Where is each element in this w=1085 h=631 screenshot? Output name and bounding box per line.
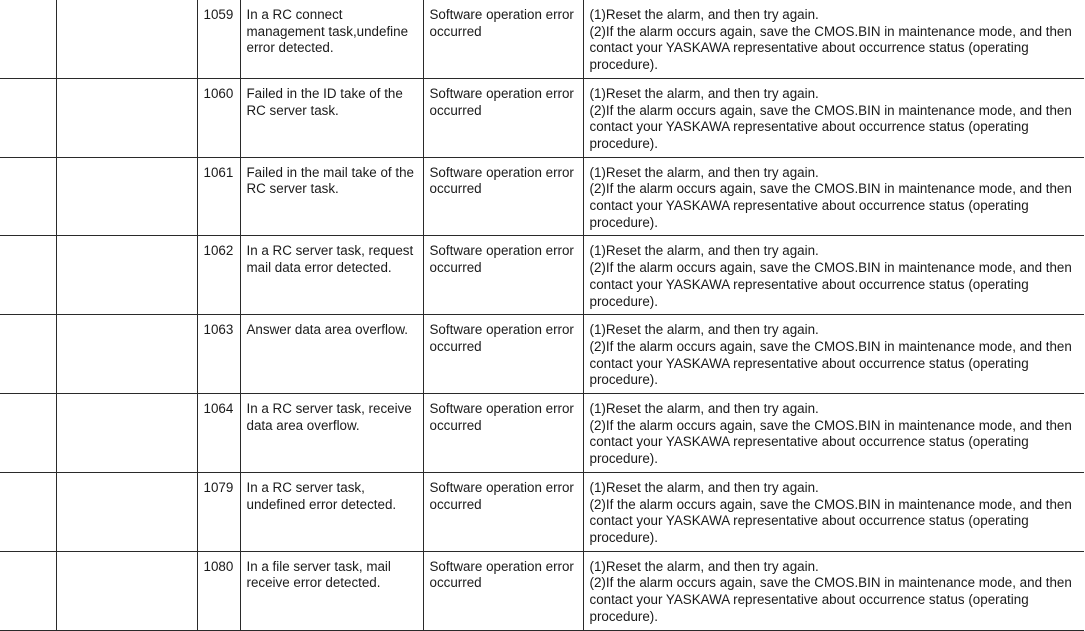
table-row: [0, 394, 1084, 473]
table-row: [0, 236, 1084, 315]
remedy-cell: [583, 236, 1084, 315]
remedy-cell: [583, 551, 1084, 630]
cause-cell: Software operation error occurred: [423, 472, 583, 551]
remedy-step-1: (1)Reset the alarm, and then try again.: [589, 164, 819, 180]
cause-cell: Software operation error occurred: [423, 0, 583, 78]
alarm-code-cell: 1080: [197, 551, 240, 630]
blank-cell: [56, 551, 197, 630]
table-row: [0, 157, 1084, 236]
alarm-code-cell: 1059: [197, 0, 240, 78]
blank-cell: [0, 472, 56, 551]
remedy-cell: [583, 78, 1084, 157]
alarm-code-cell: 1062: [197, 236, 240, 315]
remedy-step-2: (2)If the alarm occurs again, save the CMOS.BIN in maintenance mode, and then contact your YASKAWA representative about occurrence status (operating procedure).: [589, 417, 1072, 467]
alarm-detail-cell: In a file server task, mail receive error detected.: [240, 551, 423, 630]
blank-cell: [56, 78, 197, 157]
table-row: [0, 551, 1084, 630]
remedy-step-2: (2)If the alarm occurs again, save the CMOS.BIN in maintenance mode, and then contact your YASKAWA representative about occurrence status (operating procedure).: [589, 102, 1072, 151]
remedy-step-2: (2)If the alarm occurs again, save the CMOS.BIN in maintenance mode, and then contact your YASKAWA representative about occurrence status (operating procedure).: [589, 338, 1072, 388]
remedy-step-1: (1)Reset the alarm, and then try again.: [589, 7, 819, 22]
blank-cell: [0, 551, 56, 630]
cause-cell: Software operation error occurred: [423, 157, 583, 236]
alarm-detail-cell: In a RC server task, request mail data error detected.: [240, 236, 423, 315]
remedy-step-2: (2)If the alarm occurs again, save the CMOS.BIN in maintenance mode, and then contact your YASKAWA representative about occurrence status (operating procedure).: [589, 23, 1072, 73]
remedy-step-2: (2)If the alarm occurs again, save the CMOS.BIN in maintenance mode, and then contact your YASKAWA representative about occurrence status (operating procedure).: [589, 181, 1072, 230]
blank-cell: [0, 157, 56, 236]
alarm-detail-cell: In a RC server task, receive data area overflow.: [240, 394, 423, 473]
table-row: [0, 0, 1084, 78]
blank-cell: [56, 315, 197, 394]
blank-cell: [56, 236, 197, 315]
cause-cell: Software operation error occurred: [423, 394, 583, 473]
alarm-code-cell: 1064: [197, 394, 240, 473]
remedy-step-2: (2)If the alarm occurs again, save the CMOS.BIN in maintenance mode, and then contact your YASKAWA representative about occurrence status (operating procedure).: [589, 260, 1072, 309]
blank-cell: [0, 78, 56, 157]
alarm-code-cell: 1063: [197, 315, 240, 394]
cause-cell: Software operation error occurred: [423, 236, 583, 315]
cause-cell: Software operation error occurred: [423, 315, 583, 394]
alarm-detail-cell: In a RC connect management task,undefine error detected.: [240, 0, 423, 78]
remedy-step-1: (1)Reset the alarm, and then try again.: [589, 85, 819, 101]
blank-cell: [56, 394, 197, 473]
remedy-step-1: (1)Reset the alarm, and then try again.: [589, 558, 819, 574]
blank-cell: [56, 472, 197, 551]
cause-cell: Software operation error occurred: [423, 78, 583, 157]
remedy-step-2: (2)If the alarm occurs again, save the CMOS.BIN in maintenance mode, and then contact your YASKAWA representative about occurrence status (operating procedure).: [589, 575, 1072, 624]
remedy-cell: [583, 315, 1084, 394]
alarm-code-cell: 1061: [197, 157, 240, 236]
remedy-step-1: (1)Reset the alarm, and then try again.: [589, 479, 819, 495]
remedy-cell: [583, 0, 1084, 78]
table-row: [0, 472, 1084, 551]
blank-cell: [56, 0, 197, 78]
alarm-detail-cell: Answer data area overflow.: [240, 315, 423, 394]
remedy-cell: [583, 394, 1084, 473]
remedy-cell: [583, 472, 1084, 551]
alarm-detail-cell: Failed in the ID take of the RC server task.: [240, 78, 423, 157]
blank-cell: [0, 394, 56, 473]
remedy-step-1: (1)Reset the alarm, and then try again.: [589, 322, 819, 338]
remedy-step-1: (1)Reset the alarm, and then try again.: [589, 243, 819, 259]
blank-cell: [56, 157, 197, 236]
alarm-code-cell: 1060: [197, 78, 240, 157]
remedy-step-2: (2)If the alarm occurs again, save the CMOS.BIN in maintenance mode, and then contact your YASKAWA representative about occurrence status (operating procedure).: [589, 496, 1072, 545]
blank-cell: [0, 0, 56, 78]
remedy-step-1: (1)Reset the alarm, and then try again.: [589, 401, 819, 417]
blank-cell: [0, 315, 56, 394]
blank-cell: [0, 236, 56, 315]
table-row: [0, 315, 1084, 394]
alarm-detail-cell: In a RC server task, undefined error detected.: [240, 472, 423, 551]
alarm-code-cell: 1079: [197, 472, 240, 551]
cause-cell: Software operation error occurred: [423, 551, 583, 630]
table-row: [0, 78, 1084, 157]
remedy-cell: [583, 157, 1084, 236]
alarm-detail-cell: Failed in the mail take of the RC server task.: [240, 157, 423, 236]
